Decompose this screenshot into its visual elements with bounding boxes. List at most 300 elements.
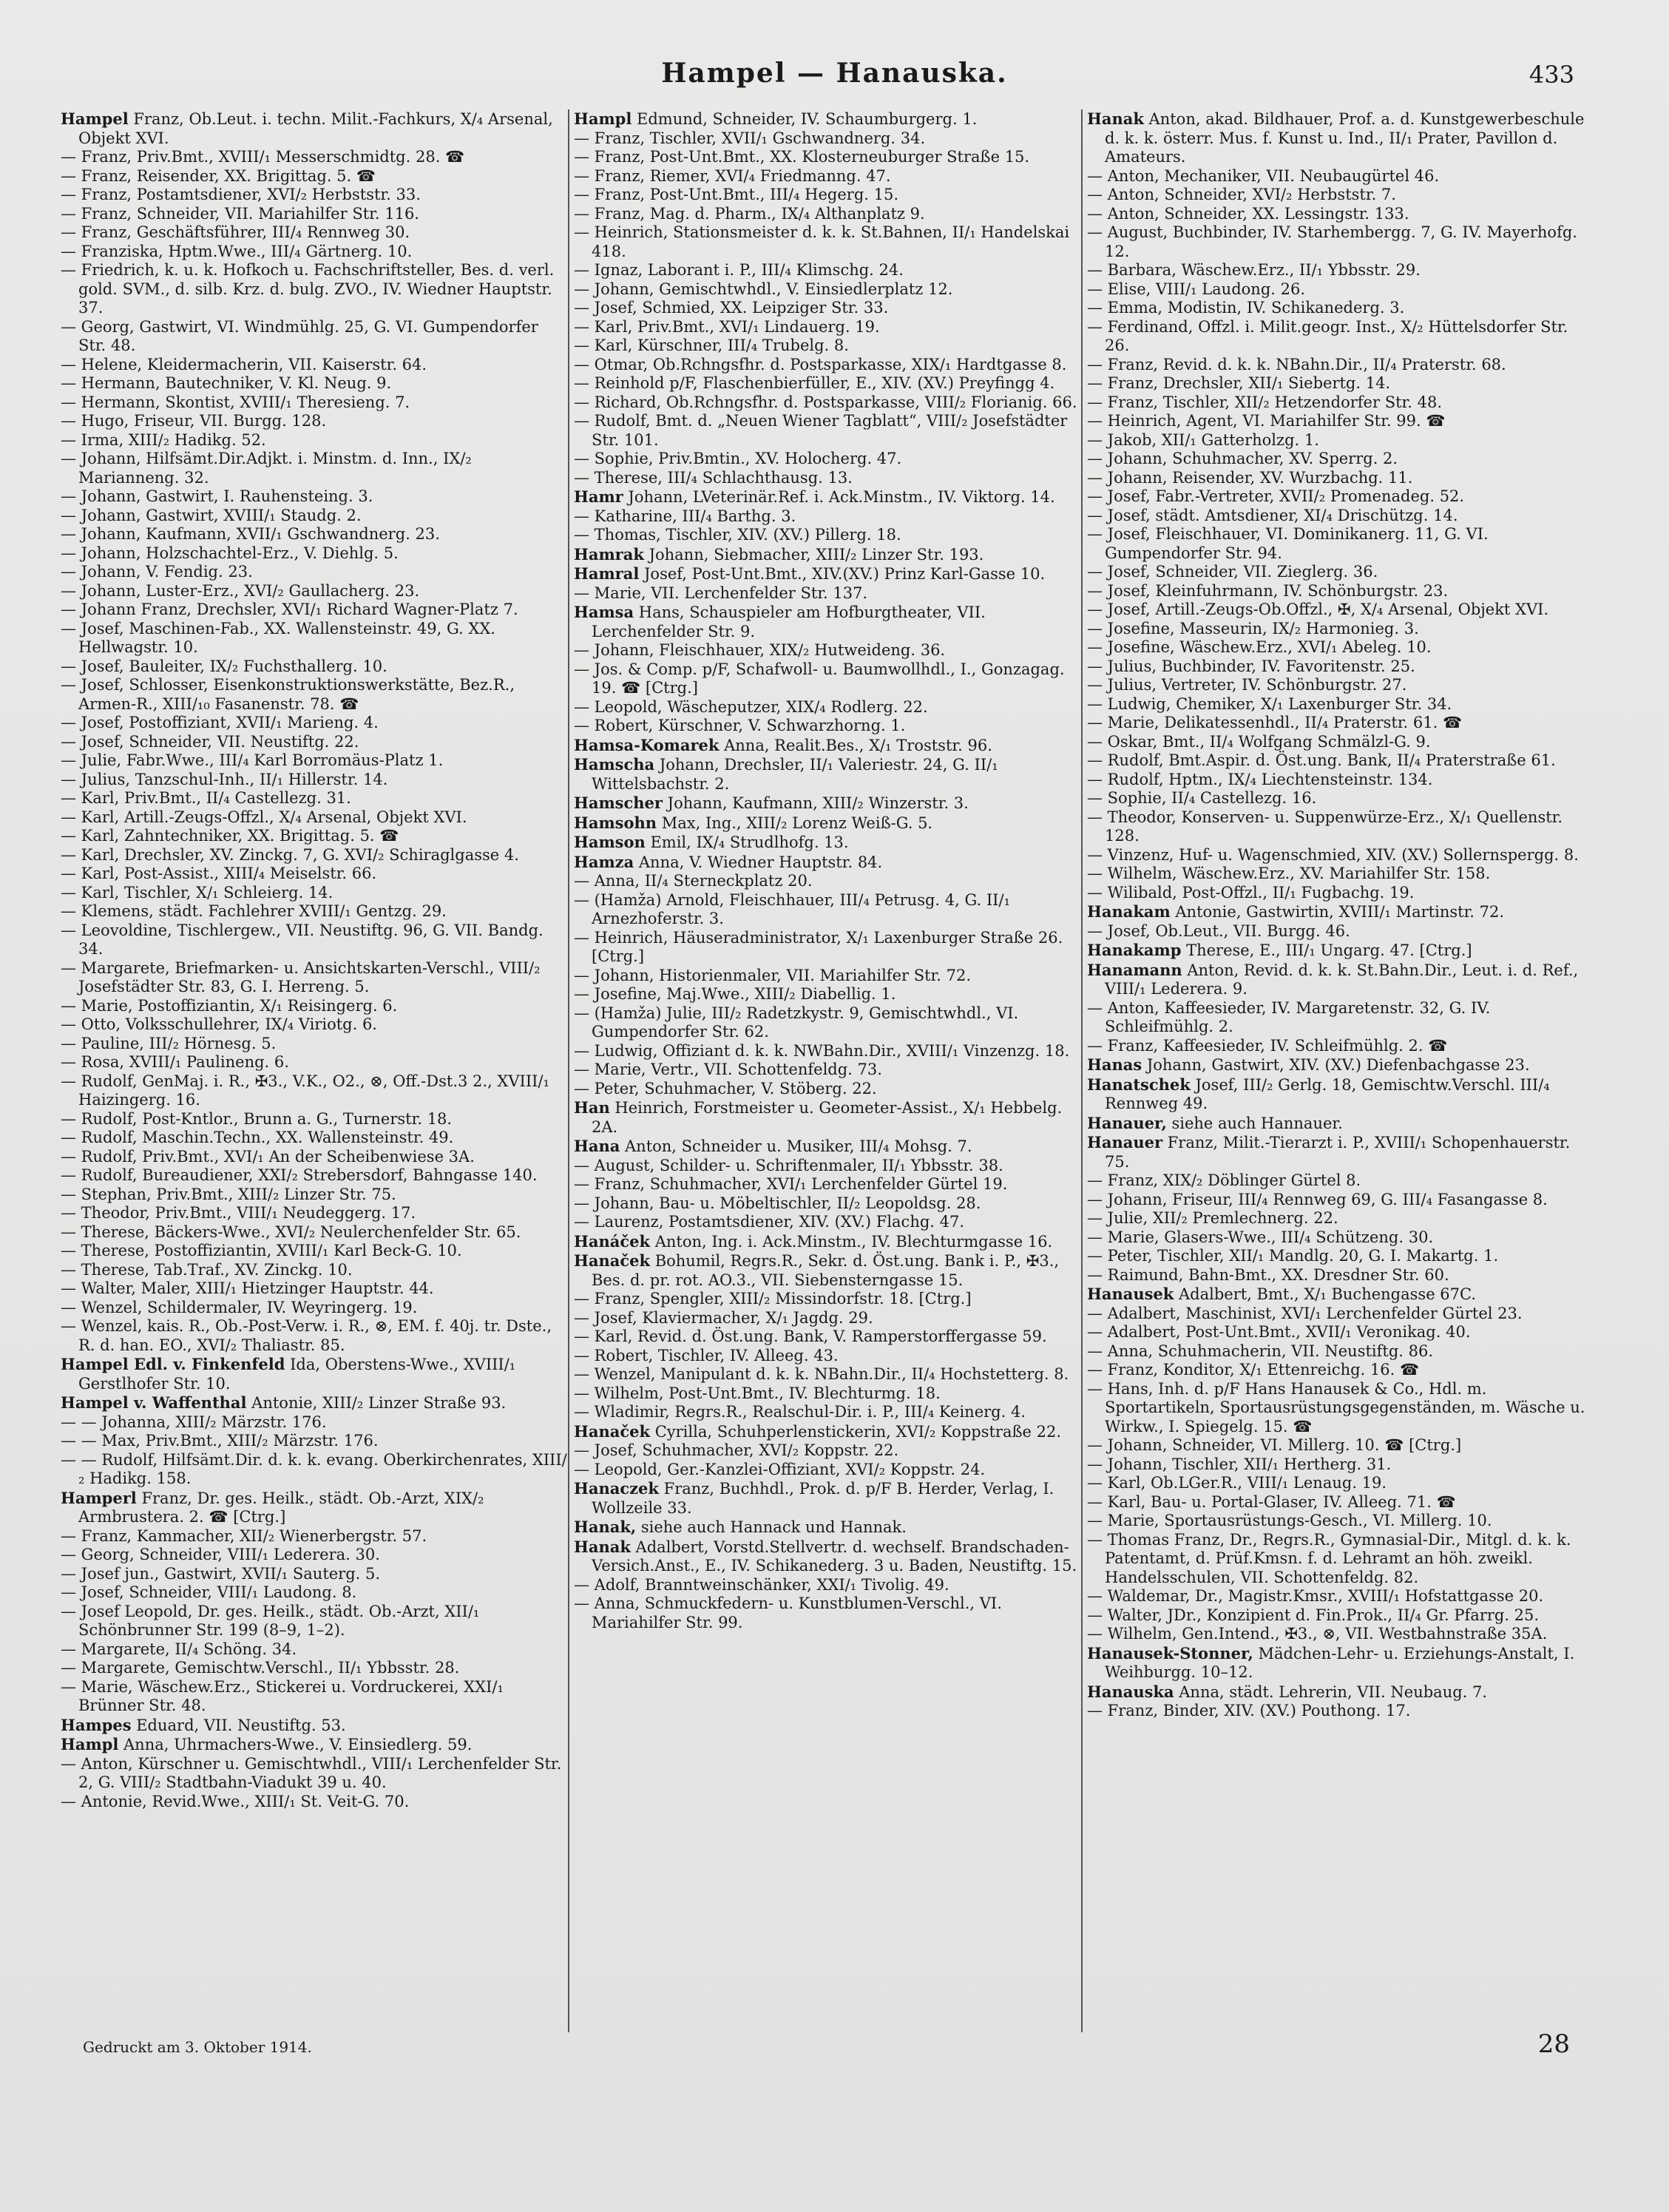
entry-text: Anton, Revid. d. k. k. St.Bahn.Dir., Leut. i. d. Ref., VIII/₁ Lederera. 9. [1105,961,1579,998]
entry-text: — Rudolf, Bmt.Aspir. d. Öst.ung. Bank, II/₄ Praterstraße 61. [1087,751,1556,769]
directory-entry [61,921,567,959]
directory-entry [1087,487,1594,507]
directory-entry [61,374,567,393]
entry-text: — Johann, Schneider, VI. Millerg. 10. ☎ [Ctrg.] [1087,1436,1462,1454]
entry-surname: Hamsa-Komarek [574,735,720,754]
entry-text: — Josef jun., Gastwirt, XVII/₁ Sauterg. 5. [61,1564,381,1583]
directory-entry [574,660,1080,698]
entry-text: — Franziska, Hptm.Wwe., III/₄ Gärtnerg. 10. [61,242,413,260]
directory-entry [61,1261,567,1280]
entry-text: — Anna, II/₄ Sterneckplatz 20. [574,872,813,890]
entry-text: — Josefine, Wäschew.Erz., XVI/₁ Abeleg. 10. [1087,638,1432,656]
entry-text: — Margarete, II/₄ Schöng. 34. [61,1640,297,1658]
entry-text: — Hans, Inh. d. p/F Hans Hanausek & Co., Hdl. m. Sportartikeln, Sportausrüstungsgegenständen, m. Wäsche u. Wirkw., I. Spiegelg. 15. ☎ [1087,1379,1585,1435]
directory-entry [1087,205,1594,224]
entry-text: Heinrich, Forstmeister u. Geometer-Assist., X/₁ Hebbelg. 2A. [592,1099,1063,1136]
entry-text: — Johann, Schuhmacher, XV. Sperrg. 2. [1087,450,1398,467]
entry-text: — Oskar, Bmt., II/₄ Wolfgang Schmälzl-G. 9. [1087,732,1431,751]
directory-entry [1087,469,1594,488]
entry-text: — Wilhelm, Gen.Intend., ✠3., ⊗, VII. Westbahnstraße 35A. [1087,1625,1548,1643]
directory-entry [1087,902,1594,922]
directory-entry [1087,1606,1594,1626]
entry-text: — Hermann, Bautechniker, V. Kl. Neug. 9. [61,374,392,392]
page-title: Hampel — Hanauska. [661,58,1008,89]
entry-text: — Johann, Gemischtwhdl., V. Einsiedlerplatz 12. [574,280,953,298]
entry-text: — Heinrich, Agent, VI. Mariahilfer Str. 99. ☎ [1087,412,1446,430]
directory-entry [1087,941,1594,961]
directory-entry [574,450,1080,469]
entry-text: Anna, Uhrmachers-Wwe., V. Einsiedlerg. 59. [118,1736,473,1753]
entry-text: — Robert, Kürschner, V. Schwarzhorng. 1. [574,717,906,734]
entry-text: — Josefine, Masseurin, IX/₂ Harmonieg. 3. [1087,619,1419,637]
entry-text: — Adolf, Branntweinschänker, XXI/₁ Tivolig. 49. [574,1575,949,1594]
entry-text: — Wilhelm, Post-Unt.Bmt., IV. Blechturmg. 18. [574,1384,941,1402]
entry-text: — Josef, Schneider, VIII/₁ Laudong. 8. [61,1583,357,1601]
directory-entry [1087,1361,1594,1380]
entry-text: — (Hamža) Julie, III/₂ Radetzkystr. 9, Gemischtwhdl., VI. Gumpendorfer Str. 62. [574,1004,1019,1041]
entry-text: — Antonie, Revid.Wwe., XIII/₁ St. Veit-G. 70. [61,1792,410,1810]
entry-text: — Friedrich, k. u. k. Hofkoch u. Fachschriftsteller, Bes. d. verl. gold. SVM., d. silb. Krz. d. bulg. ZVO., IV. Wiedner Hauptstr. 37. [61,261,555,317]
directory-entry [574,1461,1080,1480]
directory-entry [1087,808,1594,846]
directory-column-3 [1087,109,1594,2032]
entry-text: — Thomas, Tischler, XIV. (XV.) Pillerg. 18. [574,526,901,544]
entry-text: — Ignaz, Laborant i. P., III/₄ Klimschg. 24. [574,261,904,279]
entry-text: Antonie, XIII/₂ Linzer Straße 93. [246,1394,507,1412]
entry-text: — Franz, Priv.Bmt., XVIII/₁ Messerschmidtg. 28. ☎ [61,148,465,166]
entry-text: — Franz, Kammacher, XII/₂ Wienerbergstr. 57. [61,1526,427,1545]
entry-text: — Rudolf, Hptm., IX/₄ Liechtensteinstr. 134. [1087,770,1433,788]
entry-text: — Karl, Priv.Bmt., II/₄ Castellezg. 31. [61,789,351,807]
directory-entry [61,261,567,318]
entry-surname: Hamsohn [574,813,657,832]
entry-surname: Hamza [574,852,634,871]
entry-text: Bohumil, Regrs.R., Sekr. d. Öst.ung. Bank i. P., ✠3., Bes. d. pr. rot. AO.3., VII. Siebensterngasse 15. [592,1252,1060,1289]
directory-entry [1087,884,1594,903]
directory-entry [574,1403,1080,1422]
directory-entry [61,601,567,620]
entry-text: siehe auch Hannauer. [1166,1114,1343,1132]
directory-entry [1087,1323,1594,1342]
directory-entry [574,1594,1080,1632]
entry-surname: Hamscher [574,794,663,812]
entry-text: — Klemens, städt. Fachlehrer XVIII/₁ Gentzg. 29. [61,902,447,920]
entry-text: — Sophie, Priv.Bmtin., XV. Holocherg. 47. [574,450,902,467]
directory-entry [1087,789,1594,808]
column-divider [1081,109,1083,2032]
entry-text: — Johann, Kaufmann, XVII/₁ Gschwandnerg. 23. [61,525,440,543]
directory-entry [61,1583,567,1603]
directory-entry [1087,1436,1594,1455]
directory-entry [574,1479,1080,1518]
entry-text: — Johann, Holzschachtel-Erz., V. Diehlg. 5. [61,544,399,562]
entry-text: — Josef, Postoffiziant, XVII/₁ Marieng. 4. [61,714,379,731]
entry-text: — Heinrich, Stationsmeister d. k. k. St.Bahnen, II/₁ Handelskai 418. [574,223,1070,260]
entry-text: — — Rudolf, Hilfsämt.Dir. d. k. k. evang. Oberkirchenrates, XIII/₂ Hadikg. 158. [61,1450,567,1487]
entry-surname: Han [574,1098,610,1117]
entry-text: — Johann, Bau- u. Möbeltischler, II/₂ Leopoldsg. 28. [574,1194,981,1212]
entry-surname: Hampel v. Waffenthal [61,1393,247,1412]
entry-text: — Rudolf, Priv.Bmt., XVI/₁ An der Scheibenwiese 3A. [61,1147,475,1166]
directory-entry [574,1251,1080,1290]
directory-entry [61,884,567,903]
directory-entry [574,223,1080,261]
directory-entry [61,1166,567,1186]
entry-text: Antonie, Gastwirtin, XVIII/₁ Martinstr. 72. [1170,903,1505,921]
entry-text: — Jakob, XII/₁ Gatterholzg. 1. [1087,430,1319,449]
entry-text: — Franz, Schuhmacher, XVI/₁ Lerchenfelder Gürtel 19. [574,1175,1008,1193]
directory-entry [574,109,1080,129]
entry-text: — Marie, Postoffiziantin, X/₁ Reisingerg. 6. [61,996,398,1015]
entry-text: — Marie, Sportausrüstungs-Gesch., VI. Millerg. 10. [1087,1512,1492,1529]
entry-text: — Elise, VIII/₁ Laudong. 26. [1087,280,1306,298]
entry-text: — Therese, Postoffiziantin, XVIII/₁ Karl Beck-G. 10. [61,1242,462,1259]
directory-entry [61,544,567,564]
directory-entry [1087,186,1594,205]
entry-text: — Vinzenz, Huf- u. Wagenschmied, XIV. (XV.) Sollernspergg. 8. [1087,845,1579,864]
directory-entry [1087,695,1594,714]
entry-text: Max, Ing., XIII/₂ Lorenz Weiß-G. 5. [657,814,933,832]
directory-entry [574,584,1080,603]
entry-text: Anton, Schneider u. Musiker, III/₄ Mohsg. 7. [620,1137,972,1155]
entry-text: — Johann, Hilfsämt.Dir.Adjkt. i. Minstm. d. Inn., IX/₂ Marianneng. 32. [61,450,472,487]
entry-text: Franz, Buchhdl., Prok. d. p/F B. Herder, Verlag, I. Wollzeile 33. [592,1480,1054,1517]
sheet-number: 28 [1537,2029,1570,2059]
directory-entry [1087,1247,1594,1266]
entry-text: — Helene, Kleidermacherin, VII. Kaiserstr. 64. [61,355,427,373]
entry-text: — Wenzel, Manipulant d. k. k. NBahn.Dir., II/₄ Hochstetterg. 8. [574,1365,1069,1383]
entry-text: — Karl, Kürschner, III/₄ Trubelg. 8. [574,336,849,354]
entry-text: — Karl, Zahntechniker, XX. Brigittag. 5. ☎ [61,827,399,845]
entry-surname: Hanáček [574,1231,651,1251]
entry-surname: Hanatschek [1087,1075,1191,1094]
entry-text: Hans, Schauspieler am Hofburgtheater, VII. Lerchenfelder Str. 9. [592,603,986,640]
entry-text: — Margarete, Briefmarken- u. Ansichtskarten-Verschl., VIII/₂ Josefstädter Str. 83, G. I. Herreng. 5. [61,958,541,995]
entry-surname: Hamral [574,564,640,583]
directory-entry [1087,109,1594,167]
entry-text: — August, Buchbinder, IV. Starhembergg. 7, G. IV. Mayerhofg. 12. [1087,223,1577,260]
entry-text: Josef, Post-Unt.Bmt., XIV.(XV.) Prinz Karl-Gasse 10. [639,565,1046,583]
directory-entry [61,1489,567,1527]
directory-entry [61,827,567,846]
entry-text: — Julius, Vertreter, IV. Schönburgstr. 27. [1087,676,1407,694]
entry-text: — Adalbert, Post-Unt.Bmt., XVII/₁ Veronikag. 40. [1087,1323,1471,1341]
directory-entry [61,109,567,148]
directory-entry [1087,1644,1594,1682]
entry-text: — Karl, Tischler, X/₁ Schleierg. 14. [61,883,334,902]
directory-entry [574,526,1080,545]
directory-entry [574,1194,1080,1214]
entry-text: — Therese, Bäckers-Wwe., XVI/₂ Neulerchenfelder Str. 65. [61,1222,521,1241]
entry-text: — Johann, Reisender, XV. Wurzbachg. 11. [1087,468,1413,487]
entry-text: — Marie, Delikatessenhdl., II/₄ Praterstr. 61. ☎ [1087,714,1463,731]
directory-entry [574,261,1080,280]
entry-text: Emil, IX/₄ Strudlhofg. 13. [645,833,849,851]
directory-entry [574,736,1080,756]
directory-entry [1087,1625,1594,1644]
directory-entry [61,771,567,790]
directory-entry [1087,1682,1594,1702]
entry-text: — Franz, Tischler, XVII/₁ Gschwandnerg. 34. [574,129,926,147]
entry-text: — Franz, Schneider, VII. Mariahilfer Str. 116. [61,204,419,223]
entry-text: — Laurenz, Postamtsdiener, XIV. (XV.) Flachg. 47. [574,1213,965,1231]
directory-entry [61,318,567,356]
entry-text: — Emma, Modistin, IV. Schikanederg. 3. [1087,299,1405,317]
directory-entry [61,1148,567,1167]
entry-text: — Karl, Artill.-Zeugs-Offzl., X/₄ Arsenal, Objekt XVI. [61,808,467,826]
directory-entry [61,1299,567,1318]
entry-text: — Rudolf, Post-Kntlor., Brunn a. G., Turnerstr. 18. [61,1109,453,1128]
entry-text: — Peter, Tischler, XII/₁ Mandlg. 20, G. I. Makartg. 1. [1087,1247,1499,1265]
entry-text: Anton, Ing. i. Ack.Minstm., IV. Blechturmgasse 16. [650,1232,1053,1251]
directory-entry [1087,1531,1594,1588]
directory-entry [574,280,1080,300]
directory-entry [61,1204,567,1223]
entry-text: — Franz, Binder, XIV. (XV.) Pouthong. 17. [1087,1702,1411,1719]
entry-surname: Hanauska [1087,1682,1174,1701]
entry-surname: Hamr [574,487,623,506]
entry-text: — Anton, Schneider, XVI/₂ Herbststr. 7. [1087,186,1396,203]
entry-text: — Karl, Bau- u. Portal-Glaser, IV. Alleeg. 71. ☎ [1087,1492,1456,1511]
entry-text: — Johann, Gastwirt, XVIII/₁ Staudg. 2. [61,506,362,524]
entry-text: Therese, E., III/₁ Ungarg. 47. [Ctrg.] [1181,941,1472,959]
entry-surname: Hanausek [1087,1285,1174,1303]
directory-entry [574,1080,1080,1099]
directory-entry [1087,1512,1594,1531]
directory-entry [61,1053,567,1072]
entry-text: — Rudolf, GenMaj. i. R., ✠3., V.K., O2., ⊗, Off.-Dst.3 2., XVIII/₁ Haizingerg. 16. [61,1072,549,1109]
directory-entry [1087,1587,1594,1606]
entry-surname: Hanaczek [574,1479,659,1498]
directory-entry [574,487,1080,507]
entry-text: Johann, Kaufmann, XIII/₂ Winzerstr. 3. [662,794,969,812]
directory-entry [1087,1342,1594,1362]
entry-text: — Johann, Tischler, XII/₁ Hertherg. 31. [1087,1455,1392,1473]
entry-text: — Therese, Tab.Traf., XV. Zinckg. 10. [61,1260,353,1279]
entry-text: — Robert, Tischler, IV. Alleeg. 43. [574,1346,839,1364]
entry-text: — Theodor, Priv.Bmt., VIII/₁ Neudeggerg. 17. [61,1204,416,1222]
directory-entry [574,1365,1080,1384]
entry-surname: Hanakam [1087,902,1171,921]
directory-entry [574,755,1080,794]
entry-text: — Anton, Mechaniker, VII. Neubaugürtel 46. [1087,166,1440,185]
entry-text: — Franz, Reisender, XX. Brigittag. 5. ☎ [61,166,376,185]
entry-text: — Waldemar, Dr., Magistr.Kmsr., XVIII/₁ Hofstattgasse 20. [1087,1587,1544,1605]
directory-entry [61,1015,567,1035]
directory-entry [1087,751,1594,771]
entry-text: — Wilhelm, Wäschew.Erz., XV. Mariahilfer Str. 158. [1087,865,1491,882]
entry-text: — Josef, Maschinen-Fab., XX. Wallensteinstr. 49, G. XX. Hellwagstr. 10. [61,619,495,656]
entry-text: — Sophie, II/₄ Castellezg. 16. [1087,789,1317,807]
directory-entry [574,1213,1080,1232]
entry-surname: Hamsa [574,603,634,621]
directory-entry [1087,1075,1594,1114]
entry-text: — Ludwig, Chemiker, X/₁ Laxenburger Str. 34. [1087,694,1452,713]
entry-text: Anna, städt. Lehrerin, VII. Neubaug. 7. [1174,1682,1488,1701]
directory-entry [1087,563,1594,582]
entry-text: — Georg, Schneider, VIII/₁ Lederera. 30. [61,1546,380,1563]
directory-entry [1087,374,1594,393]
directory-entry [61,1355,567,1393]
entry-text: — Johann, Fleischhauer, XIX/₂ Hutweideng. 36. [574,641,946,659]
directory-entry [574,967,1080,986]
entry-text: — Otmar, Ob.Rchngsfhr. d. Postsparkasse, XIX/₁ Hardtgasse 8. [574,355,1067,373]
directory-entry [61,582,567,601]
entry-text: — August, Schilder- u. Schriftenmaler, II/₁ Ybbsstr. 38. [574,1156,1003,1174]
directory-entry [1087,1266,1594,1285]
directory-entry [574,507,1080,527]
directory-entry [1087,318,1594,356]
entry-text: — Irma, XIII/₂ Hadikg. 52. [61,430,266,449]
directory-entry [574,1347,1080,1366]
entry-text: — Josef, Schmied, XX. Leipziger Str. 33. [574,299,889,317]
directory-entry [574,717,1080,736]
entry-text: — Marie, Glasers-Wwe., III/₄ Schützeng. 30. [1087,1228,1434,1246]
entry-text: — Wilibald, Post-Offzl., II/₁ Fugbachg. 19. [1087,883,1415,902]
entry-text: — Josef, Fabr.-Vertreter, XVII/₂ Promenadeg. 52. [1087,487,1465,505]
directory-entry [1087,299,1594,318]
directory-entry [61,1035,567,1054]
directory-entry [1087,1380,1594,1437]
entry-text: — Ferdinand, Offzl. i. Milit.geogr. Inst., X/₂ Hüttelsdorfer Str. 26. [1087,317,1568,354]
directory-entry [1087,1055,1594,1075]
directory-column-2 [574,109,1080,2032]
directory-entry [61,167,567,186]
directory-entry [574,1576,1080,1595]
directory-entry [61,1527,567,1546]
directory-entry [1087,961,1594,999]
entry-text: — Georg, Gastwirt, VI. Windmühlg. 25, G. VI. Gumpendorfer Str. 48. [61,317,538,354]
directory-entry [61,1659,567,1678]
entry-text: — Johann, Gastwirt, I. Rauhensteing. 3. [61,487,373,505]
entry-text: Franz, Milit.-Tierarzt i. P., XVIII/₁ Schopenhauerstr. 75. [1105,1134,1571,1171]
directory-entry [574,853,1080,873]
directory-entry [574,469,1080,488]
entry-text: — Wenzel, kais. R., Ob.-Post-Verw. i. R., ⊗, EM. f. 40j. tr. Dste., R. d. han. EO., XVI/₂ Thaliastr. 85. [61,1317,552,1354]
directory-entry [574,356,1080,375]
directory-entry [574,1327,1080,1347]
directory-entry [61,789,567,808]
entry-text: — Pauline, III/₂ Hörnesg. 5. [61,1034,277,1052]
directory-entry [61,356,567,375]
directory-entry [61,657,567,677]
entry-text: — Anna, Schmuckfedern- u. Kunstblumen-Verschl., VI. Mariahilfer Str. 99. [574,1594,1002,1631]
directory-entry [61,1716,567,1736]
directory-entry [574,374,1080,393]
directory-entry [1087,431,1594,450]
directory-entry [574,1290,1080,1309]
directory-entry [1087,733,1594,752]
directory-entry [61,959,567,997]
entry-text: — Franz, Post-Unt.Bmt., III/₄ Hegerg. 15. [574,186,899,203]
entry-surname: Hamrak [574,544,644,564]
entry-text: Franz, Ob.Leut. i. techn. Milit.-Fachkurs, X/₄ Arsenal, Objekt XVI. [78,110,553,147]
directory-entry [1087,525,1594,563]
directory-entry [61,865,567,884]
entry-text: — Franz, Spengler, XIII/₂ Missindorfstr. 18. [Ctrg.] [574,1290,972,1308]
entry-text: — Walter, Maler, XIII/₁ Hietzinger Hauptstr. 44. [61,1279,434,1297]
entry-surname: Hanak, [574,1518,637,1536]
entry-text: — Josef, Ob.Leut., VII. Burgg. 46. [1087,921,1350,940]
directory-entry [61,846,567,865]
directory-entry [1087,1191,1594,1210]
entry-text: — Ludwig, Offiziant d. k. k. NWBahn.Dir., XVIII/₁ Vinzenzg. 18. [574,1041,1070,1060]
entry-text: — Anna, Schuhmacherin, VII. Neustiftg. 86. [1087,1342,1434,1360]
entry-text: — Rosa, XVIII/₁ Paulineng. 6. [61,1053,289,1071]
directory-entry [1087,356,1594,375]
directory-entry [574,412,1080,450]
directory-entry [1087,167,1594,186]
entry-text: — Theodor, Konserven- u. Suppenwürze-Erz., X/₁ Quellenstr. 128. [1087,808,1563,845]
directory-entry [61,1755,567,1793]
entry-text: — Josef, Klaviermacher, X/₁ Jagdg. 29. [574,1308,873,1327]
directory-entry [61,205,567,224]
entry-text: — Franz, Revid. d. k. k. NBahn.Dir., II/₄ Praterstr. 68. [1087,355,1506,373]
entry-text: — Franz, Postamtsdiener, XVI/₂ Herbststr. 33. [61,186,421,203]
entry-text: — Josef, städt. Amtsdiener, XI/₄ Drischützg. 14. [1087,506,1458,524]
directory-entry [574,1175,1080,1194]
directory-entry [1087,714,1594,733]
directory-entry [61,1432,567,1451]
directory-entry [1087,1702,1594,1721]
entry-text: Cyrilla, Schuhperlenstickerin, XVI/₂ Koppstraße 22. [650,1422,1062,1441]
directory-entry [574,545,1080,565]
entry-text: — Peter, Schuhmacher, V. Stöberg. 22. [574,1079,877,1097]
directory-entry [61,1393,567,1413]
directory-entry [61,412,567,431]
entry-text: — Therese, III/₄ Schlachthausg. 13. [574,468,853,487]
directory-entry [61,507,567,526]
entry-text: Edmund, Schneider, IV. Schaumburgerg. 1. [632,110,978,128]
entry-text: — Leopold, Ger.-Kanzlei-Offiziant, XVI/₂ Koppstr. 24. [574,1460,986,1478]
directory-entry [1087,657,1594,677]
directory-entry [61,243,567,262]
entry-text: — Leopold, Wäscheputzer, XIX/₄ Rodlerg. 22. [574,697,928,716]
directory-entry [1087,1133,1594,1171]
directory-entry [61,525,567,544]
entry-text: — Anton, Schneider, XX. Lessingstr. 133. [1087,204,1409,223]
directory-entry [574,641,1080,660]
directory-entry [1087,393,1594,413]
directory-entry [1087,223,1594,261]
entry-text: — Raimund, Bahn-Bmt., XX. Dresdner Str. 60. [1087,1265,1449,1284]
directory-entry [61,751,567,771]
directory-entry [1087,1037,1594,1056]
entry-text: — Julius, Buchbinder, IV. Favoritenstr. 25. [1087,657,1415,675]
entry-text: siehe auch Hannack und Hannak. [636,1518,907,1536]
directory-entry [1087,865,1594,884]
directory-entry [61,1546,567,1565]
entry-text: — Josef, Schuhmacher, XVI/₂ Koppstr. 22. [574,1441,899,1459]
directory-entry [574,985,1080,1004]
entry-text: — Franz, Post-Unt.Bmt., XX. Klosterneuburger Straße 15. [574,148,1030,166]
directory-entry [574,1061,1080,1080]
directory-entry [574,1441,1080,1461]
directory-entry [1087,922,1594,941]
entry-text: Adalbert, Bmt., X/₁ Buchengasse 67C. [1174,1285,1477,1303]
directory-entry [1087,1114,1594,1134]
entry-text: — Hugo, Friseur, VII. Burgg. 128. [61,412,327,430]
entry-text: — Johann, Luster-Erz., XVI/₂ Gaullacherg. 23. [61,581,420,600]
directory-entry [1087,1455,1594,1475]
entry-text: — Johann, Friseur, III/₄ Rennweg 69, G. III/₄ Fasangasse 8. [1087,1190,1548,1208]
directory-entry [574,1232,1080,1252]
entry-text: — Franz, Drechsler, XII/₁ Siebertg. 14. [1087,374,1391,392]
directory-entry [61,902,567,921]
entry-text: Adalbert, Vorstd.Stellvertr. d. wechself. Brandschaden-Versich.Anst., E., IV. Schikanederg. 3 u. Baden, Neustiftg. 15. [592,1538,1077,1575]
entry-text: Anna, V. Wiedner Hauptstr. 84. [634,853,883,871]
entry-text: — Josef, Schneider, VII. Neustiftg. 22. [61,732,359,751]
